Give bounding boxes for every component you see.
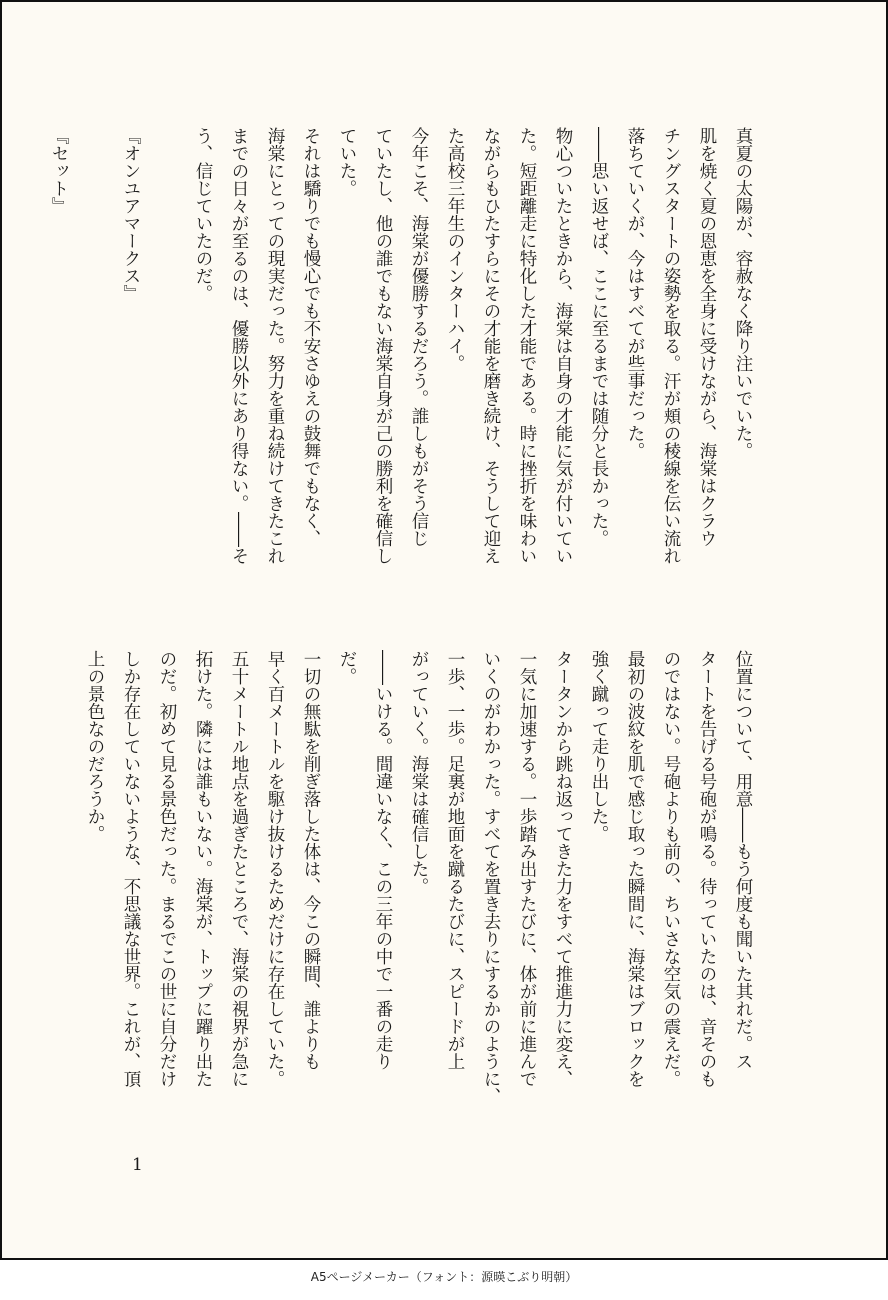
text-line: 最初の波紋を肌で感じ取った瞬間に、海棠はブロックを [625, 650, 645, 1088]
text-line: までの日々が至るのは、優勝以外にあり得ない。――そ [229, 127, 249, 565]
text-line: 拓けた。隣には誰もいない。海棠が、トップに躍り出た [193, 650, 213, 1088]
text-line: 強く蹴って走り出した。 [589, 650, 609, 843]
text-line: 上の景色なのだろうか。 [85, 650, 105, 843]
page-number: 1 [132, 1155, 143, 1175]
text-line: 物心ついたときから、海棠は自身の才能に気が付いてい [553, 127, 573, 565]
blank-line [77, 127, 113, 565]
text-line: 早く百メートルを駆け抜けるためだけに存在していた。 [265, 650, 285, 1088]
text-line: 一気に加速する。一歩踏み出すたびに、体が前に進んで [517, 650, 537, 1088]
text-line: た。短距離走に特化した才能である。時に挫折を味わい [517, 127, 537, 565]
text-line: いくのがわかった。すべてを置き去りにするかのように、 [481, 650, 501, 1105]
text-line: う、信じていたのだ。 [193, 127, 213, 302]
text-line: ――思い返せば、ここに至るまでは随分と長かった。 [589, 127, 609, 547]
text-line: 落ちていくが、今はすべてが些事だった。 [625, 127, 645, 460]
text-line: た高校三年生のインターハイ。 [445, 127, 465, 372]
text-line: 海棠にとっての現実だった。努力を重ね続けてきたこれ [265, 127, 285, 565]
text-line: ていた。 [337, 127, 357, 197]
text-line: しか存在していないような、不思議な世界。これが、頂 [121, 650, 141, 1088]
footer-caption: A5ページメーカー（フォント：源暎こぶり明朝） [310, 1270, 578, 1284]
text-line: 『オンユアマークス』 [121, 127, 141, 302]
text-line: ――いける。間違いなく、この三年の中で一番の走り [373, 650, 393, 1070]
text-line: タートを告げる号砲が鳴る。待っていたのは、音そのも [697, 650, 717, 1088]
text-line: それは驕りでも慢心でも不安さゆえの鼓舞でもなく、 [301, 127, 321, 547]
text-block-lower [77, 650, 761, 1105]
text-line: ていたし、他の誰でもない海棠自身が己の勝利を確信し [373, 127, 393, 565]
text-block-upper [41, 127, 761, 565]
text-line: のだ。初めて見る景色だった。まるでこの世に自分だけ [157, 650, 177, 1088]
text-line: 今年こそ、海棠が優勝するだろう。誰しもがそう信じ [409, 127, 429, 547]
text-line: のではない。号砲よりも前の、ちいさな空気の震えだ。 [661, 650, 681, 1088]
text-line: だ。 [337, 650, 357, 685]
text-line: 『セット』 [49, 127, 69, 215]
text-line: 位置について、用意――もう何度も聞いた其れだ。ス [733, 650, 753, 1070]
text-line: 五十メートル地点を過ぎたところで、海棠の視界が急に [229, 650, 249, 1088]
text-line: ながらもひたすらにその才能を磨き続け、そうして迎え [481, 127, 501, 565]
text-line: 肌を焼く夏の恩恵を全身に受けながら、海棠はクラウ [697, 127, 717, 547]
text-line: がっていく。海棠は確信した。 [409, 650, 429, 895]
text-line: 一切の無駄を削ぎ落した体は、今この瞬間、誰よりも [301, 650, 321, 1070]
text-line: 真夏の太陽が、容赦なく降り注いでいた。 [733, 127, 753, 460]
text-line: 一歩、一歩。足裏が地面を蹴るたびに、スピードが上 [445, 650, 465, 1070]
text-line: タータンから跳ね返ってきた力をすべて推進力に変え、 [553, 650, 573, 1088]
text-line: チングスタートの姿勢を取る。汗が頬の稜線を伝い流れ [661, 127, 681, 565]
blank-line [149, 127, 185, 565]
